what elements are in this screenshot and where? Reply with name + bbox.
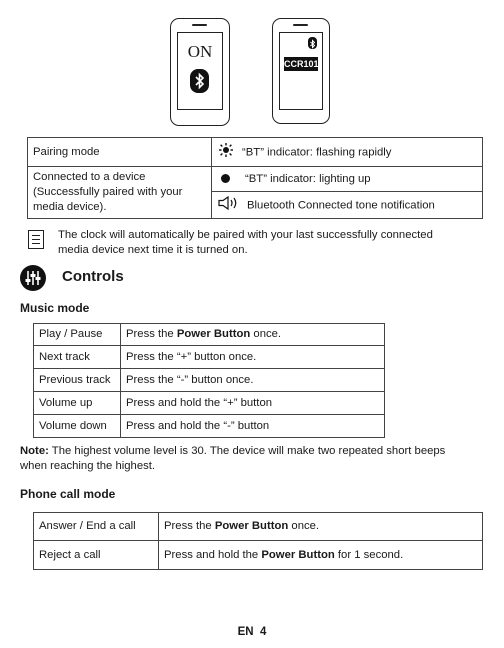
speaker-icon [217,196,239,215]
status-cell-tone [212,192,483,219]
instr-text: once. [288,520,320,532]
table-row [34,415,121,438]
status-cell-connected [28,167,212,219]
status-value: Bluetooth Connected tone notification [247,198,435,211]
table-row [34,513,159,541]
status-table [27,137,483,219]
action-label: Previous track [39,373,111,386]
instr-text: Press and hold the “-” button [126,419,270,432]
on-label: ON [187,42,213,61]
table-row [121,369,385,392]
page-number: EN 4 [237,626,267,638]
table-row [121,324,385,346]
status-label: Connected to a device [33,171,146,183]
instr-bold: Power Button [214,520,289,532]
instr-text: Press and hold the [164,548,262,561]
action-label: Next track [39,350,90,363]
controls-title: Controls [62,268,124,285]
bluetooth-icon [308,37,317,49]
phone-table [33,512,483,570]
status-value: “BT” indicator: flashing rapidly [242,145,392,158]
table-row [159,541,483,570]
instr-text: for 1 second. [334,548,404,561]
action-label: Play / Pause [39,328,103,340]
table-row [34,324,121,346]
table-row [34,369,121,392]
instr-text: Press the [164,520,215,532]
table-row [34,392,121,415]
table-row [121,415,385,438]
note-label: Note: [20,445,49,457]
phone-right [272,18,330,124]
status-label: (Successfully paired with your [33,186,183,198]
dot-icon [221,174,230,183]
table-row [34,346,121,369]
phone-left-screen [177,32,223,110]
action-label: Volume down [39,419,107,432]
note-icon [28,230,44,249]
action-label: Answer / End a call [39,520,136,532]
table-row [34,541,159,570]
table-row [159,513,483,541]
music-table [33,323,385,438]
instr-text: once. [250,328,282,340]
note-line: when reaching the highest. [20,460,156,472]
instr-bold: Power Button [261,548,335,561]
instr-text: Press the “+” button once. [126,350,257,363]
music-mode-title: Music mode [20,301,90,315]
phone-right-screen [279,32,323,110]
note-line: The clock will automatically be paired with your last successfully connected [58,229,433,241]
phone-left [170,18,230,126]
instr-text: Press the [126,328,177,340]
note-line: The highest volume level is 30. The device will make two repeated short beeps [48,445,446,457]
instr-text: Press the “-” button once. [126,373,254,386]
status-cell-pairing [28,138,212,167]
table-row [121,346,385,369]
sun-flash-icon [218,143,234,162]
equalizer-icon [20,265,46,291]
table-row [121,392,385,415]
speaker-slot [293,24,308,26]
action-label: Reject a call [39,548,101,561]
note-line: media device next time it is turned on. [58,244,248,256]
status-value: “BT” indicator: lighting up [245,172,371,185]
action-label: Volume up [39,396,93,409]
instr-text: Press and hold the “+” button [126,396,273,409]
status-label: media device). [33,201,107,213]
bluetooth-icon [190,69,209,93]
instr-bold: Power Button [176,328,251,340]
status-cell-lighting [212,167,483,192]
volume-note [20,444,490,474]
status-label: Pairing mode [33,145,100,158]
phone-mode-title: Phone call mode [20,487,116,501]
ccr101-label: CCR101 [284,59,319,69]
note-text [58,228,488,258]
status-cell-flashing [212,138,483,167]
speaker-slot [192,24,207,26]
